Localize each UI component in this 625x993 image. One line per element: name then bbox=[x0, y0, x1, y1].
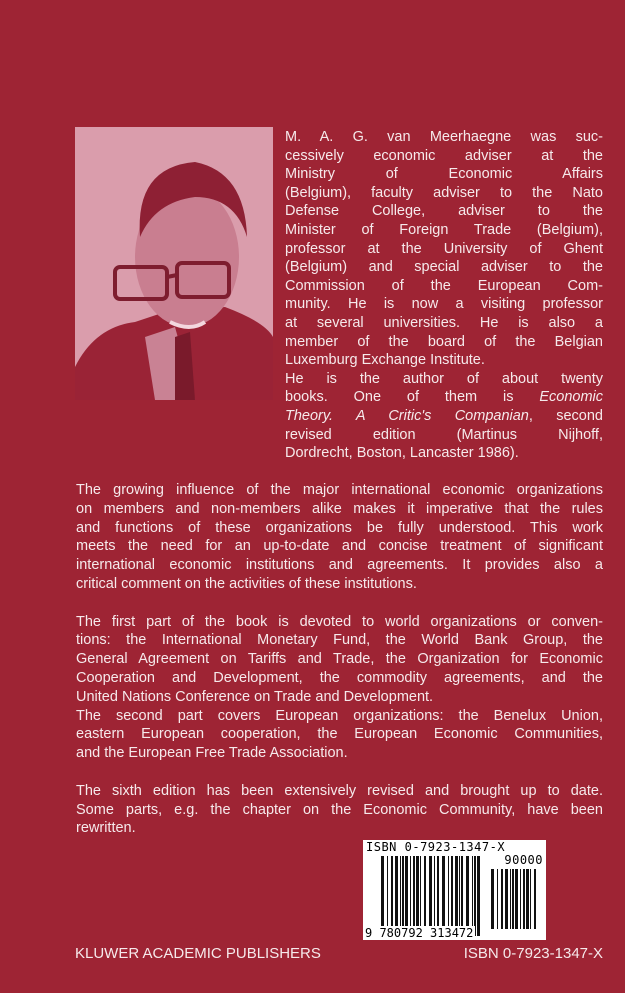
paragraph-line: tions: the International Monetary Fund, the World Bank Group, the bbox=[76, 632, 603, 649]
barcode-bar bbox=[526, 869, 529, 929]
bio-line: Ministry of Economic Affairs bbox=[285, 166, 603, 183]
paragraph-line: rewritten. bbox=[76, 820, 136, 837]
bio-line: Theory. A Critic's Companian, second bbox=[285, 407, 603, 424]
barcode-bar bbox=[400, 856, 401, 936]
bio-line: at several universities. He is also a bbox=[285, 314, 603, 331]
description-paragraph bbox=[76, 613, 603, 763]
barcode-bar bbox=[461, 856, 463, 936]
barcode-bar bbox=[523, 869, 525, 929]
author-portrait-image bbox=[75, 127, 273, 400]
paragraph-line: General Agreement on Tariffs and Trade, the Organization for Economic bbox=[76, 651, 603, 668]
barcode-bar bbox=[442, 856, 445, 936]
paragraph-line: international economic institutions and agreements. It provides also a bbox=[76, 557, 603, 574]
bio-line: Dordrecht, Boston, Lancaster 1986). bbox=[285, 445, 519, 462]
paragraph-line: on members and non-members alike makes it imperative that the rules bbox=[76, 500, 603, 517]
barcode-bar bbox=[420, 856, 421, 936]
footer-isbn: ISBN 0-7923-1347-X bbox=[463, 945, 603, 962]
barcode-bar bbox=[512, 869, 514, 929]
bio-line: cessively economic adviser at the bbox=[285, 147, 603, 164]
barcode-ean-number: 9 780792 313472 bbox=[365, 926, 474, 940]
barcode-bar bbox=[474, 856, 476, 936]
bio-line: books. One of them is Economic bbox=[285, 389, 603, 406]
paragraph-line: and functions of these organizations be fully understood. This work bbox=[76, 519, 603, 536]
barcode-bar bbox=[391, 856, 393, 936]
paragraph-line: The growing influence of the major international economic organizations bbox=[76, 482, 603, 498]
bio-line: Defense College, adviser to the bbox=[285, 203, 603, 220]
barcode-bar bbox=[497, 869, 498, 929]
bio-line: He is the author of about twenty bbox=[285, 370, 603, 387]
barcode-bar bbox=[429, 856, 432, 936]
barcode-isbn-label: ISBN 0-7923-1347-X bbox=[366, 840, 506, 854]
bio-line: professor at the University of Ghent bbox=[285, 240, 603, 257]
bio-line: (Belgium), faculty adviser to the Nato bbox=[285, 184, 603, 201]
bio-line: Luxemburg Exchange Institute. bbox=[285, 352, 485, 369]
bio-line: (Belgium) and special adviser to the bbox=[285, 259, 603, 276]
publisher-name: KLUWER ACADEMIC PUBLISHERS bbox=[75, 945, 321, 962]
description-paragraph bbox=[76, 481, 603, 594]
author-bio bbox=[285, 128, 603, 463]
book-title: Economic bbox=[539, 389, 603, 406]
paragraph-line: Some parts, e.g. the chapter on the Economic Community, have been bbox=[76, 801, 603, 818]
barcode-bar bbox=[520, 869, 521, 929]
barcode-bar bbox=[387, 856, 388, 936]
barcode-bar bbox=[515, 869, 518, 929]
paragraph-line: The first part of the book is devoted to world organizations or conven- bbox=[76, 613, 603, 630]
barcode-addon-number: 90000 bbox=[504, 853, 543, 867]
bio-line: Commission of the European Com- bbox=[285, 277, 603, 294]
paragraph-line: United Nations Conference on Trade and Development. bbox=[76, 688, 434, 705]
barcode-bar bbox=[534, 869, 536, 929]
paragraph-line: The sixth edition has been extensively revised and brought up to date. bbox=[76, 782, 603, 799]
barcode-bar bbox=[451, 856, 453, 936]
barcode-bar bbox=[434, 856, 435, 936]
barcode-bar bbox=[424, 856, 426, 936]
barcode-bar bbox=[402, 856, 404, 936]
book-description bbox=[76, 481, 603, 838]
bio-line: Minister of Foreign Trade (Belgium), bbox=[285, 221, 603, 238]
barcode-bar bbox=[491, 869, 494, 929]
paragraph-line: meets the need for an up-to-date and concise treatment of significant bbox=[76, 538, 603, 555]
barcode-bar bbox=[510, 869, 511, 929]
bio-line: M. A. G. van Meerhaegne was suc- bbox=[285, 129, 603, 145]
paragraph-line: The second part covers European organizations: the Benelux Union, bbox=[76, 707, 603, 724]
barcode-bar bbox=[466, 856, 469, 936]
barcode-bar bbox=[459, 856, 460, 936]
barcode-bar bbox=[501, 869, 503, 929]
bio-line: munity. He is now a visiting professor bbox=[285, 296, 603, 313]
paragraph-line: critical comment on the activities of these institutions. bbox=[76, 575, 417, 592]
isbn-barcode bbox=[363, 840, 546, 940]
barcode-bars bbox=[381, 856, 481, 936]
barcode-addon-bars bbox=[491, 869, 541, 929]
barcode-bar bbox=[395, 856, 398, 936]
bio-line: member of the board of the Belgian bbox=[285, 333, 603, 350]
barcode-bar bbox=[437, 856, 439, 936]
bio-line: revised edition (Martinus Nijhoff, bbox=[285, 426, 603, 443]
paragraph-line: Cooperation and Development, the commodity agreements, and the bbox=[76, 669, 603, 686]
barcode-bar bbox=[413, 856, 415, 936]
book-title: Theory. A Critic's Companian bbox=[285, 407, 529, 424]
barcode-bar bbox=[455, 856, 458, 936]
barcode-bar bbox=[530, 869, 531, 929]
barcode-bar bbox=[416, 856, 419, 936]
barcode-bar bbox=[410, 856, 411, 936]
barcode-bar bbox=[448, 856, 449, 936]
paragraph-line: eastern European cooperation, the European Economic Communities, bbox=[76, 726, 603, 743]
barcode-bar bbox=[405, 856, 408, 936]
barcode-bar bbox=[477, 856, 480, 936]
paragraph-line: and the European Free Trade Association. bbox=[76, 745, 348, 762]
barcode-bar bbox=[381, 856, 384, 936]
author-photo bbox=[75, 127, 273, 400]
barcode-bar bbox=[472, 856, 473, 936]
description-paragraph bbox=[76, 782, 603, 838]
barcode-bar bbox=[505, 869, 508, 929]
